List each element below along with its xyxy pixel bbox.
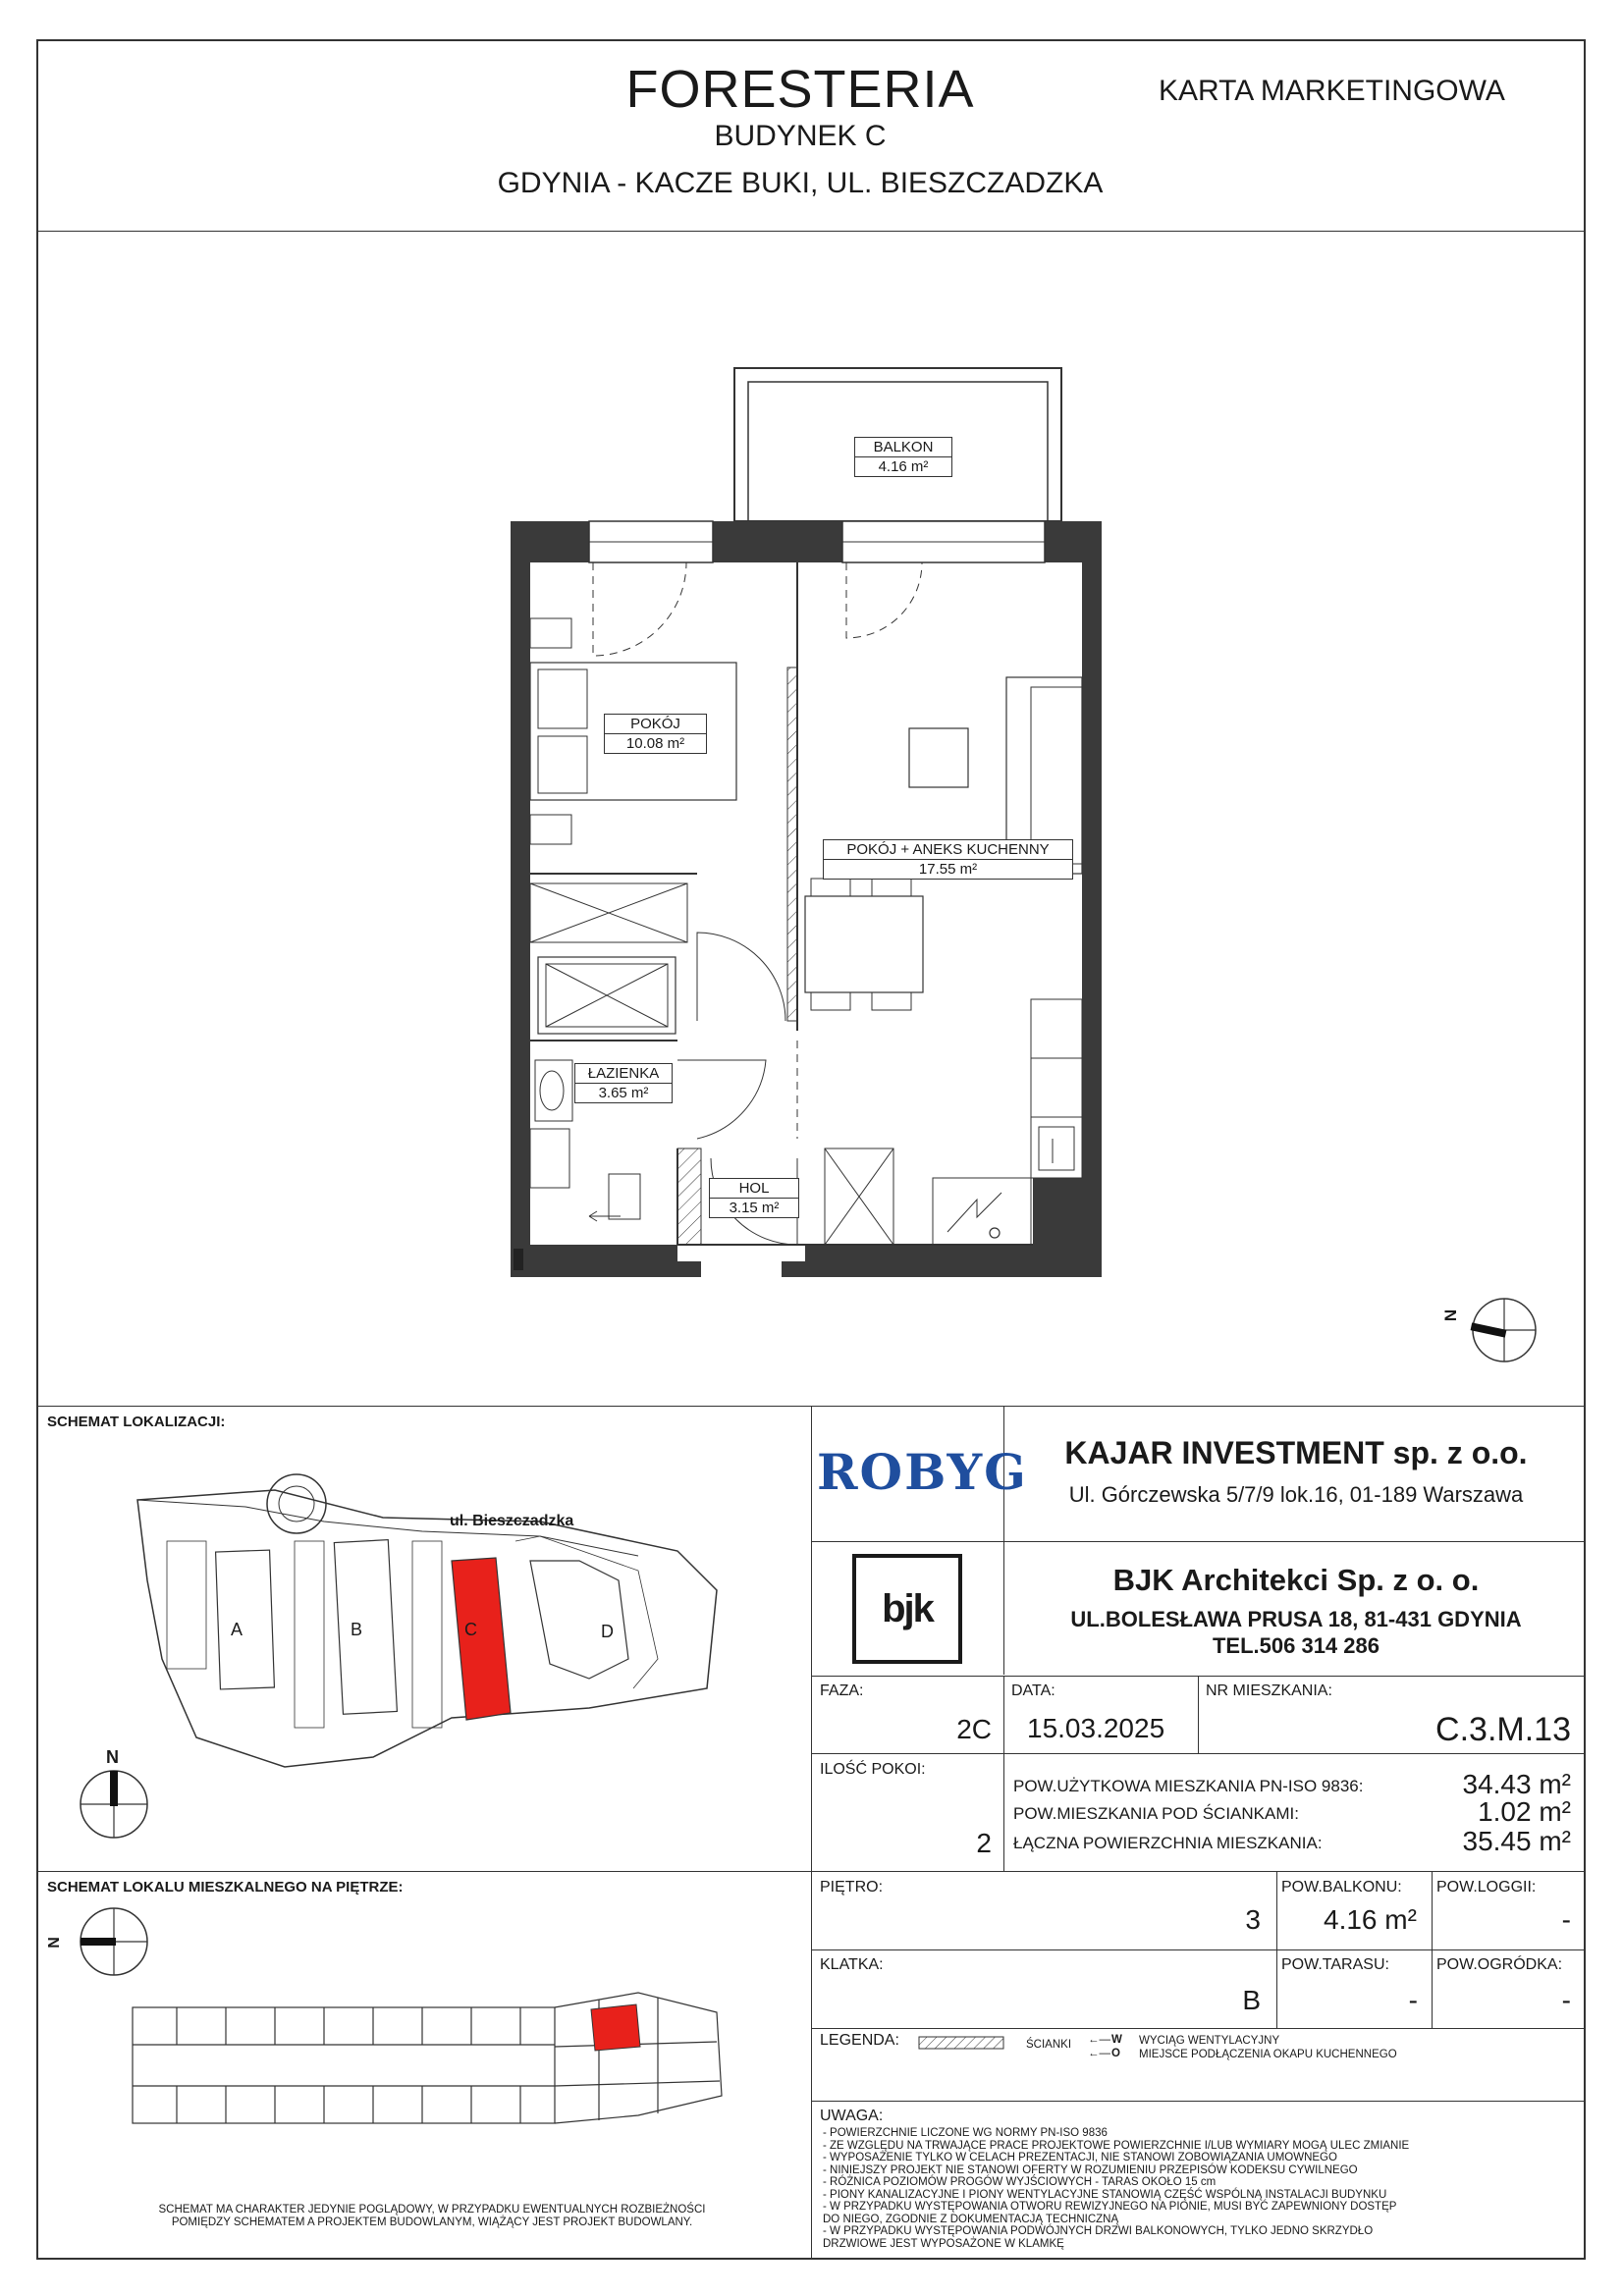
note-item: - W PRZYPADKU WYSTĘPOWANIA OTWORU REWIZYJNEGO NA PIONIE, MUSI BYĆ ZAPEWNIONY DOSTĘP DO NIEGO, ZGODNIE Z DOKUMENTACJĄ TECHNICZNĄ [823,2201,1397,2225]
note-item: - PIONY KANALIZACYJNE I PIONY WENTYLACYJNE STANOWIĄ CZĘŚĆ WSPÓLNĄ INSTALACJI BUDYNKU [823,2188,1387,2201]
staircase-label: KLATKA: [820,1956,884,1973]
note-item: - WYPOSAŻENIE TYLKO W CELACH PREZENTACJI, NIE STANOWI ZOBOWIĄZANIA UMOWNEGO [823,2152,1337,2163]
vent-arrow-icon: ←— [1088,2034,1110,2046]
bjk-logo-text: bjk [882,1586,933,1630]
floor-compass-letter: N [45,1937,63,1949]
rooms-count-value: 2 [976,1828,992,1858]
investor-name: KAJAR INVESTMENT sp. z o.o. [1064,1435,1528,1470]
loggia-area-value: - [1561,1904,1571,1935]
floor-compass-icon [77,1904,155,1983]
architect-name: BJK Architekci Sp. z o. o. [1112,1563,1480,1597]
note-item: - NINIEJSZY PROJEKT NIE STANOWI OFERTY W ROZUMIENIU PRZEPISÓW KODEKSU CYWILNEGO [823,2163,1358,2176]
compass-letter: N [1441,1308,1461,1322]
building-name: BUDYNEK C [714,120,887,152]
faza-label: FAZA: [820,1682,864,1699]
site-compass-letter: N [106,1747,119,1767]
column-divider [811,1406,812,2260]
site-plan-heading: SCHEMAT LOKALIZACJI: [47,1414,226,1430]
header-divider [36,231,1586,232]
floor-plan-heading: SCHEMAT LOKALU MIESZKALNEGO NA PIĘTRZE: [47,1879,404,1896]
data-value: 15.03.2025 [1027,1713,1165,1743]
legend-hood-symbol: O [1111,2048,1120,2059]
total-area-label: ŁĄCZNA POWIERZCHNIA MIESZKANIA: [1013,1834,1323,1852]
note-item: - RÓŻNICA POZIOMÓW PROGÓW WYJŚCIOWYCH - TARAS OKOŁO 15 cm [823,2176,1217,2188]
apartment-plan [491,353,1139,1296]
apartment-number-label: NR MIESZKANIA: [1206,1682,1332,1699]
balcony-area-value: 4.16 m² [1324,1904,1417,1935]
investor-divider [811,1541,1586,1542]
building-c-label: C [464,1620,477,1639]
room-label-bathroom: ŁAZIENKA 3.65 m² [574,1063,673,1103]
balcony-area-label: POW.BALKONU: [1281,1879,1402,1896]
bjk-logo [852,1554,962,1664]
room-label-bedroom: POKÓJ 10.08 m² [604,714,707,754]
usable-area-value: 34.43 m² [1462,1769,1571,1799]
grid-line-1 [811,1753,1586,1754]
floor-plan-disclaimer: SCHEMAT MA CHARAKTER JEDYNIE POGLĄDOWY, W PRZYPADKU EWENTUALNYCH ROZBIEŻNOŚCI POMIĘDZY SCHEMATEM A PROJEKTEM BUDOWLANYM, WIĄŻĄCY JEST PROJEKT BUDOWLANY. [158,2204,706,2228]
grid-line-4 [811,2028,1586,2029]
apartment-number-value: C.3.M.13 [1435,1711,1571,1748]
building-a-label: A [231,1620,243,1639]
robyg-logo: ROBYG [817,1443,1028,1501]
legend-label: LEGENDA: [820,2032,899,2049]
garden-area-label: POW.OGRÓDKA: [1436,1956,1563,1973]
room-label-hall: HOL 3.15 m² [709,1178,799,1218]
compass-icon [1434,1286,1551,1374]
area-under-walls-value: 1.02 m² [1478,1796,1571,1827]
legend-walls: ŚCIANKI [1026,2039,1072,2051]
note-item: - W PRZYPADKU WYSTĘPOWANIA PODWÓJNYCH DRZWI BALKONOWYCH, TYLKO JEDNO SKRZYDŁO DRZWIOWE JEST WYPOSAŻONE W KLAMKĘ [823,2225,1374,2250]
card-type: KARTA MARKETINGOWA [1159,75,1505,107]
terrace-area-value: - [1408,1985,1418,2015]
hood-arrow-icon: ←— [1088,2048,1110,2059]
investor-address: Ul. Górczewska 5/7/9 lok.16, 01-189 Warszawa [1068,1482,1524,1507]
data-label: DATA: [1011,1682,1055,1699]
grid-col-3 [1276,1871,1277,2028]
legend-vent-symbol: W [1111,2034,1122,2046]
note-item: - ZE WZGLĘDU NA TRWAJĄCE PRACE PROJEKTOWE POWIERZCHNIE I/LUB WYMIARY MOGĄ ULEC ZMIANIE [823,2139,1410,2152]
grid-line-5 [811,2101,1586,2102]
grid-col-1 [1003,1676,1004,1871]
project-title: FORESTERIA [625,60,975,119]
rooms-count-label: ILOŚĆ POKOI: [820,1761,926,1778]
notes-list [823,2127,1412,2250]
faza-value: 2C [956,1714,992,1744]
total-area-value: 35.45 m² [1462,1826,1571,1856]
floor-value: 3 [1245,1904,1261,1935]
grid-line-3 [811,1949,1586,1950]
left-divider [36,1871,811,1872]
notes-label: UWAGA: [820,2108,884,2124]
staircase-value: B [1242,1985,1261,2015]
architect-phone: TEL.506 314 286 [1212,1633,1380,1658]
room-label-living-kitchen: POKÓJ + ANEKS KUCHENNY 17.55 m² [823,839,1073,880]
project-location: GDYNIA - KACZE BUKI, UL. BIESZCZADZKA [497,167,1104,199]
architect-address: UL.BOLESŁAWA PRUSA 18, 81-431 GDYNIA [1070,1607,1522,1631]
building-b-label: B [351,1620,363,1639]
usable-area-label: POW.UŻYTKOWA MIESZKANIA PN-ISO 9836: [1013,1777,1364,1795]
floor-label: PIĘTRO: [820,1879,884,1896]
site-plan [128,1463,736,1796]
note-item: - POWIERZCHNIE LICZONE WG NORMY PN-ISO 9836 [823,2127,1108,2139]
grid-line-2 [811,1871,1586,1872]
grid-col-2 [1198,1676,1199,1753]
walls [511,521,1102,1277]
area-under-walls-label: POW.MIESZKANIA POD ŚCIANKAMI: [1013,1804,1299,1823]
garden-area-value: - [1561,1985,1571,2015]
legend-hood: MIEJSCE PODŁĄCZENIA OKAPU KUCHENNEGO [1139,2049,1397,2060]
wall-hatch-icon [918,2036,1004,2050]
room-label-balcony: BALKON 4.16 m² [854,437,952,477]
loggia-area-label: POW.LOGGII: [1436,1879,1537,1896]
building-d-label: D [601,1622,614,1641]
floor-schematic [128,1988,736,2135]
street-name: ul. Bieszczadzka [450,1513,574,1529]
legend-vent: WYCIĄG WENTYLACYJNY [1139,2035,1280,2047]
terrace-area-label: POW.TARASU: [1281,1956,1389,1973]
site-compass-icon [77,1767,151,1842]
grid-col-4 [1432,1871,1433,2028]
